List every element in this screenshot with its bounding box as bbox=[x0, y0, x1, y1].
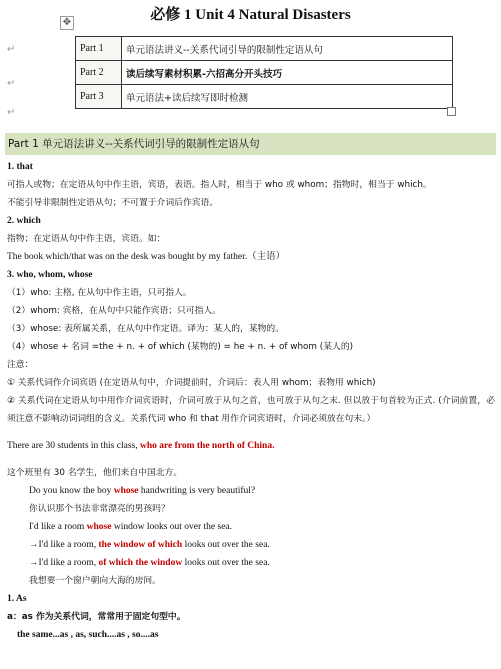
text-line: 指物；在定语从句中作主语，宾语。如： bbox=[7, 234, 166, 244]
paragraph-mark-icon: ↵ bbox=[7, 107, 16, 118]
part-description: 单元语法+读后续写即时检测 bbox=[122, 85, 453, 109]
table-move-handle-icon[interactable]: ✥ bbox=[60, 16, 74, 30]
text-line: a：as 作为关系代词，常常用于固定句型中。 bbox=[7, 612, 186, 622]
document-title: 必修 1 Unit 4 Natural Disasters bbox=[150, 7, 351, 23]
text-line: （3）whose: 表所属关系，在从句中作定语。译为：某人的，某物的。 bbox=[7, 324, 285, 334]
heading-which: 2. which bbox=[7, 216, 41, 226]
part-description: 读后续写素材积累-六招高分开头技巧 bbox=[122, 61, 453, 85]
text-line: （4）whose + 名词 =the + n. + of which (某物的) = he + n. + of whom (某人的) bbox=[7, 342, 354, 352]
heading-who: 3. who, whom, whose bbox=[7, 270, 93, 280]
note-item: ② 关系代词在定语从句中用作介词宾语时，介词可放于从句之首，也可放于从句之末. 但以放于句首较为正式. (介词前置，必须注意不影响动词词组的含义。关系代词 who 和 that 用作介词宾语时，介词必须放在句末。） bbox=[7, 396, 495, 424]
translation: 我想要一个窗户朝向大海的房间。 bbox=[29, 576, 161, 586]
translation: 你认识那个书法非常漂亮的男孩吗？ bbox=[29, 504, 170, 514]
example-sentence: →I'd like a room, of which the window looks out over the sea. bbox=[29, 558, 270, 568]
text-line: （1）who: 主格, 在从句中作主语，只可指人。 bbox=[7, 288, 192, 298]
part-label: Part 3 bbox=[76, 85, 122, 109]
text-line: （2）whom: 宾格，在从句中只能作宾语；只可指人。 bbox=[7, 306, 222, 316]
document-body bbox=[7, 158, 495, 644]
part-label: Part 1 bbox=[76, 37, 122, 61]
example-sentence: Do you know the boy whose handwriting is very beautiful? bbox=[29, 486, 256, 496]
text-line: 不能引导非限制性定语从句；不可置于介词后作宾语。 bbox=[7, 198, 219, 208]
parts-table bbox=[75, 36, 453, 109]
table-row bbox=[76, 37, 453, 61]
paragraph-mark-icon: ↵ bbox=[7, 44, 16, 55]
table-row bbox=[76, 85, 453, 109]
note-item: ① 关系代词作介词宾语 (在定语从句中，介词提前时，介词后：表人用 whom；表物用 which) bbox=[7, 378, 376, 388]
table-resize-handle[interactable] bbox=[447, 107, 456, 116]
heading-as: 1. As bbox=[7, 594, 27, 604]
translation: 这个班里有 30 名学生，他们来自中国北方。 bbox=[7, 468, 183, 478]
example-sentence: I'd like a room whose window looks out over the sea. bbox=[29, 522, 233, 532]
text-line: 可指人或物；在定语从句中作主语，宾语，表语。指人时，相当于 who 或 whom；指物时，相当于 which。 bbox=[7, 180, 432, 190]
part-label: Part 2 bbox=[76, 61, 122, 85]
table-row bbox=[76, 61, 453, 85]
paragraph-mark-icon: ↵ bbox=[7, 78, 16, 89]
heading-that: 1. that bbox=[7, 162, 33, 172]
section-heading: Part 1 单元语法讲义--关系代词引导的限制性定语从句 bbox=[5, 133, 496, 155]
part-description: 单元语法讲义--关系代词引导的限制性定语从句 bbox=[122, 37, 453, 61]
example-sentence: →I'd like a room, the window of which looks out over the sea. bbox=[29, 540, 270, 550]
example-sentence: There are 30 students in this class, who are from the north of China. bbox=[7, 441, 275, 451]
text-line: the same...as , as, such....as , so....as bbox=[17, 630, 159, 640]
note-label: 注意： bbox=[7, 360, 34, 370]
example-sentence: The book which/that was on the desk was bought by my father.（主语） bbox=[7, 252, 286, 262]
